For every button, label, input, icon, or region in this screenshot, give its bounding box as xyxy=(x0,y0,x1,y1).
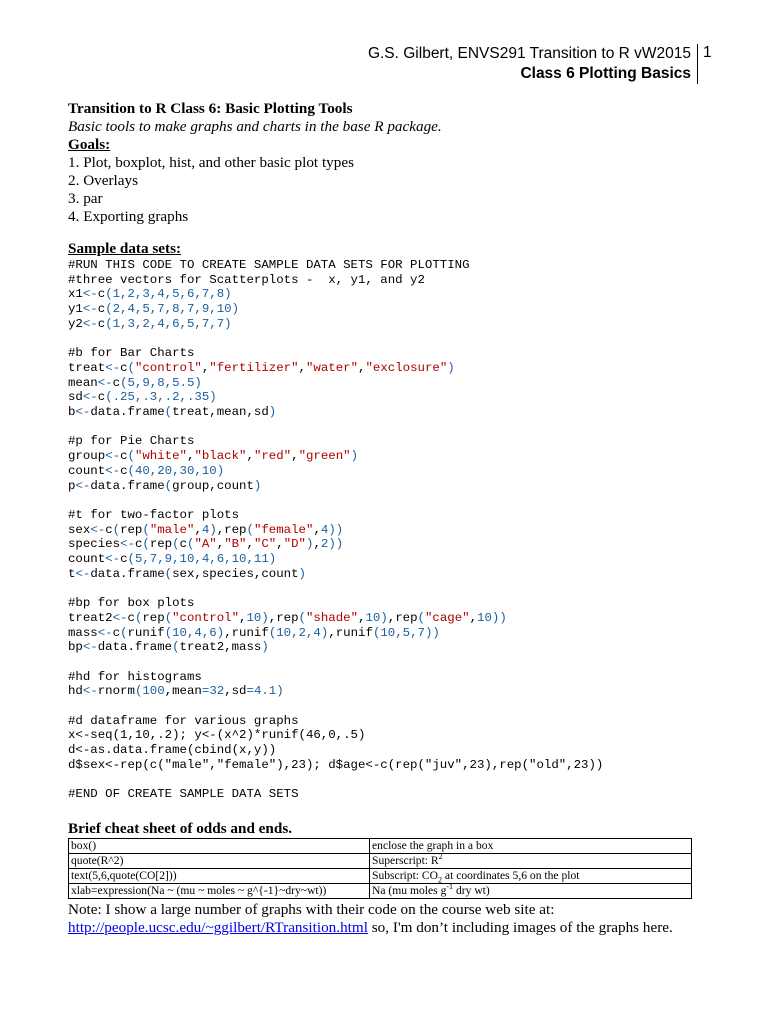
code-line: mass<-c(runif(10,4,6),runif(10,2,4),runif(10,5,7)) xyxy=(68,625,440,640)
document-title: Transition to R Class 6: Basic Plotting Tools xyxy=(68,100,353,117)
table-cell: quote(R^2) xyxy=(69,853,370,868)
page-number: 1 xyxy=(703,44,712,61)
code-line: y1<-c(2,4,5,7,8,7,9,10) xyxy=(68,302,240,317)
code-line: x<-seq(1,10,.2); y<-(x^2)*runif(46,0,.5) xyxy=(68,728,366,743)
header-line-2: Class 6 Plotting Basics xyxy=(520,65,691,82)
code-line: #d dataframe for various graphs xyxy=(68,713,299,728)
code-line: sex<-c(rep("male",4),rep("female",4)) xyxy=(68,522,344,537)
code-line: group<-c("white","black","red","green") xyxy=(68,449,359,464)
table-row xyxy=(69,853,692,868)
code-block xyxy=(68,258,698,802)
code-line: count<-c(40,20,30,10) xyxy=(68,463,225,478)
note-line-2 xyxy=(68,919,698,937)
table-cell: enclose the graph in a box xyxy=(370,838,692,853)
code-line: d<-as.data.frame(cbind(x,y)) xyxy=(68,743,277,758)
note-text-2: so, I'm don’t including images of the graphs here. xyxy=(367,918,673,936)
code-line: #hd for histograms xyxy=(68,669,202,684)
goal-item: 4. Exporting graphs xyxy=(68,208,189,225)
goal-item: 2. Overlays xyxy=(68,172,139,189)
page-header xyxy=(368,44,698,84)
document-body xyxy=(68,100,698,937)
code-line: hd<-rnorm(100,mean=32,sd=4.1) xyxy=(68,684,284,699)
table-row xyxy=(69,868,692,883)
code-line: #t for two-factor plots xyxy=(68,507,240,522)
sample-data-heading: Sample data sets: xyxy=(68,240,182,257)
course-website-link[interactable]: http://people.ucsc.edu/~ggilbert/RTransition.html xyxy=(68,918,368,936)
code-line: species<-c(rep(c("A","B","C","D"),2)) xyxy=(68,537,344,552)
goal-item: 3. par xyxy=(68,190,103,207)
code-line: mean<-c(5,9,8,5.5) xyxy=(68,375,202,390)
code-line: #three vectors for Scatterplots - x, y1, and y2 xyxy=(68,272,425,287)
code-line: #END OF CREATE SAMPLE DATA SETS xyxy=(68,787,299,802)
note-text: Note: I show a large number of graphs with their code on the course web site at: xyxy=(68,900,555,918)
code-line: t<-data.frame(sex,species,count) xyxy=(68,566,306,581)
table-cell: Subscript: $CO_2$ at coordinates 5,6 on the plot xyxy=(370,868,692,883)
code-line: sd<-c(.25,.3,.2,.35) xyxy=(68,390,217,405)
table-cell: Na (mu moles $g^{-1}$ dry wt) xyxy=(370,883,692,898)
table-row xyxy=(69,883,692,898)
code-line: p<-data.frame(group,count) xyxy=(68,478,262,493)
code-line: b<-data.frame(treat,mean,sd) xyxy=(68,405,277,420)
code-line: #bp for box plots xyxy=(68,596,195,611)
code-line: #RUN THIS CODE TO CREATE SAMPLE DATA SETS FOR PLOTTING xyxy=(68,258,470,272)
code-line: treat<-c("control","fertilizer","water","exclosure") xyxy=(68,360,455,375)
table-cell: Superscript: $R^2$ xyxy=(370,853,692,868)
cheat-sheet-table xyxy=(68,838,692,899)
code-line: d$sex<-rep(c("male","female"),23); d$age<-c(rep("juv",23),rep("old",23)) xyxy=(68,757,604,772)
code-line: count<-c(5,7,9,10,4,6,10,11) xyxy=(68,552,277,567)
cheat-sheet-heading: Brief cheat sheet of odds and ends. xyxy=(68,819,293,837)
table-cell: text(5,6,quote(CO[2])) xyxy=(69,868,370,883)
code-line: #b for Bar Charts xyxy=(68,346,195,361)
goals-heading: Goals: xyxy=(68,136,111,153)
header-line-1: G.S. Gilbert, ENVS291 Transition to R vW2015 xyxy=(367,45,691,62)
table-cell: box() xyxy=(69,838,370,853)
table-cell: xlab=expression(Na ~ (mu ~ moles ~ g^{-1}~dry~wt)) xyxy=(69,883,370,898)
code-line: #p for Pie Charts xyxy=(68,434,195,449)
code-line: treat2<-c(rep("control",10),rep("shade",10),rep("cage",10)) xyxy=(68,610,507,625)
goal-item: 1. Plot, boxplot, hist, and other basic plot types xyxy=(68,154,355,171)
code-line: y2<-c(1,3,2,4,6,5,7,7) xyxy=(68,316,232,331)
table-row xyxy=(69,838,692,853)
code-line: bp<-data.frame(treat2,mass) xyxy=(68,640,269,655)
document-subtitle: Basic tools to make graphs and charts in the base R package. xyxy=(68,118,442,135)
code-line: x1<-c(1,2,3,4,5,6,7,8) xyxy=(68,287,232,302)
